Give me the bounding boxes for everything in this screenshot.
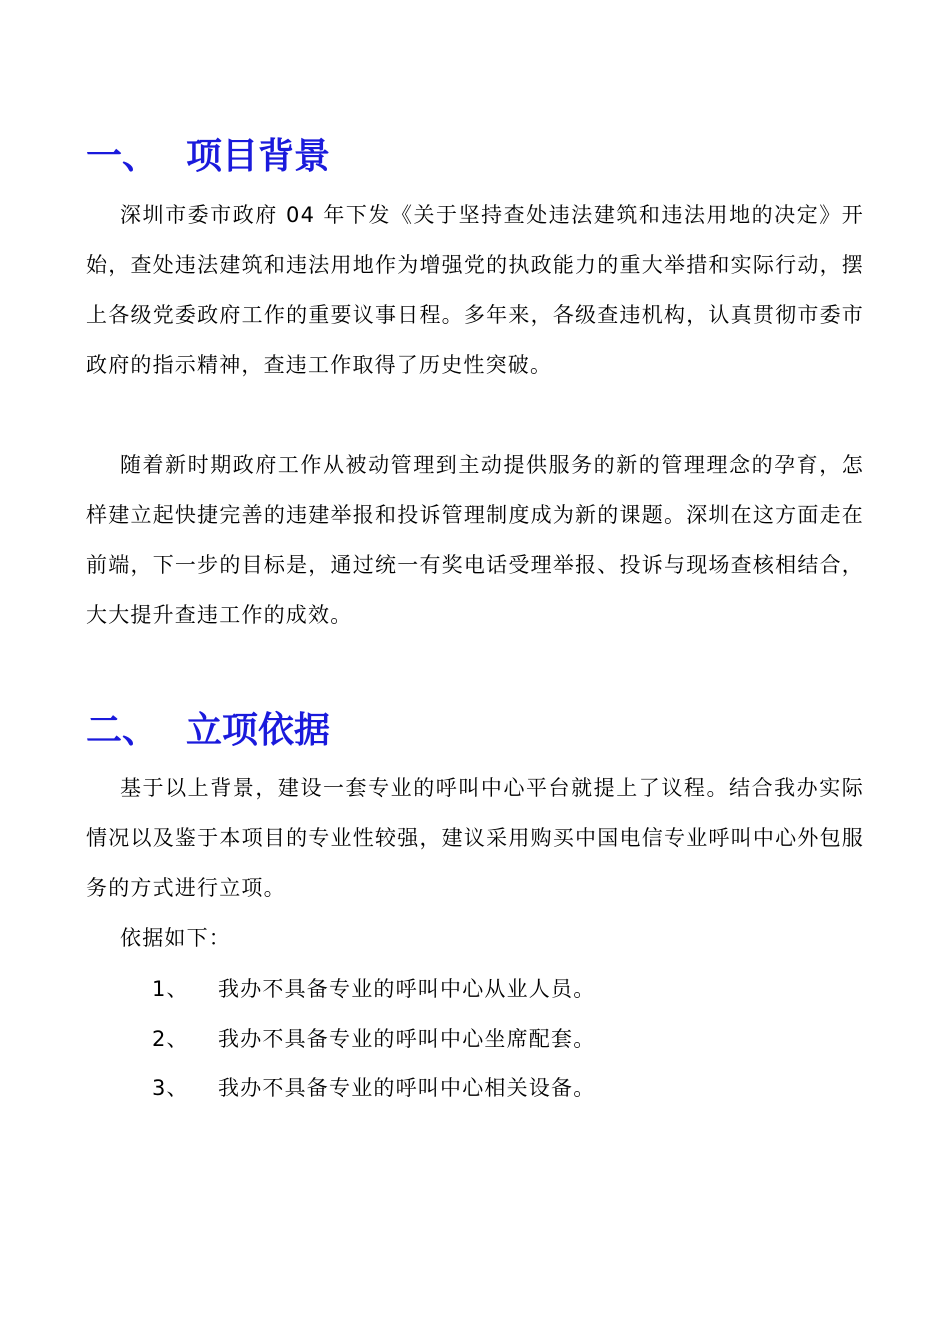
section-title: 立项依据: [186, 709, 331, 751]
section-number: 一、: [86, 135, 159, 177]
list-item-index: 3、: [152, 1076, 189, 1100]
section-heading-1: [86, 128, 330, 178]
list-item-text: 我办不具备专业的呼叫中心坐席配套。: [218, 1027, 596, 1051]
list-item-index: 1、: [152, 977, 189, 1001]
section-number: 二、: [86, 709, 159, 751]
paragraph: 深圳市委市政府 04 年下发《关于坚持查处违法建筑和违法用地的决定》开始，查处违法建筑和违法用地作为增强党的执政能力的重大举措和实际行动，摆上各级党委政府工作的重要议事日程。多年来，各级查违机构，认真贯彻市委市政府的指示精神，查违工作取得了历史性突破。: [86, 203, 864, 377]
list-item-index: 2、: [152, 1027, 189, 1051]
section-title: 项目背景: [186, 135, 331, 177]
list-item: [152, 963, 595, 1013]
list-item: [152, 1013, 595, 1063]
list-item-text: 我办不具备专业的呼叫中心从业人员。: [218, 977, 596, 1001]
basis-intro: 依据如下：: [120, 926, 231, 950]
section-heading-2: [86, 702, 330, 752]
paragraph: 基于以上背景，建设一套专业的呼叫中心平台就提上了议程。结合我办实际情况以及鉴于本项目的专业性较强，建议采用购买中国电信专业呼叫中心外包服务的方式进行立项。: [86, 776, 864, 900]
list-item-text: 我办不具备专业的呼叫中心相关设备。: [218, 1076, 596, 1100]
paragraph: 随着新时期政府工作从被动管理到主动提供服务的新的管理理念的孕育，怎样建立起快捷完善的违建举报和投诉管理制度成为新的课题。深圳在这方面走在前端，下一步的目标是，通过统一有奖电话受理举报、投诉与现场查核相结合，大大提升查违工作的成效。: [86, 453, 864, 627]
list-item: [152, 1062, 595, 1112]
